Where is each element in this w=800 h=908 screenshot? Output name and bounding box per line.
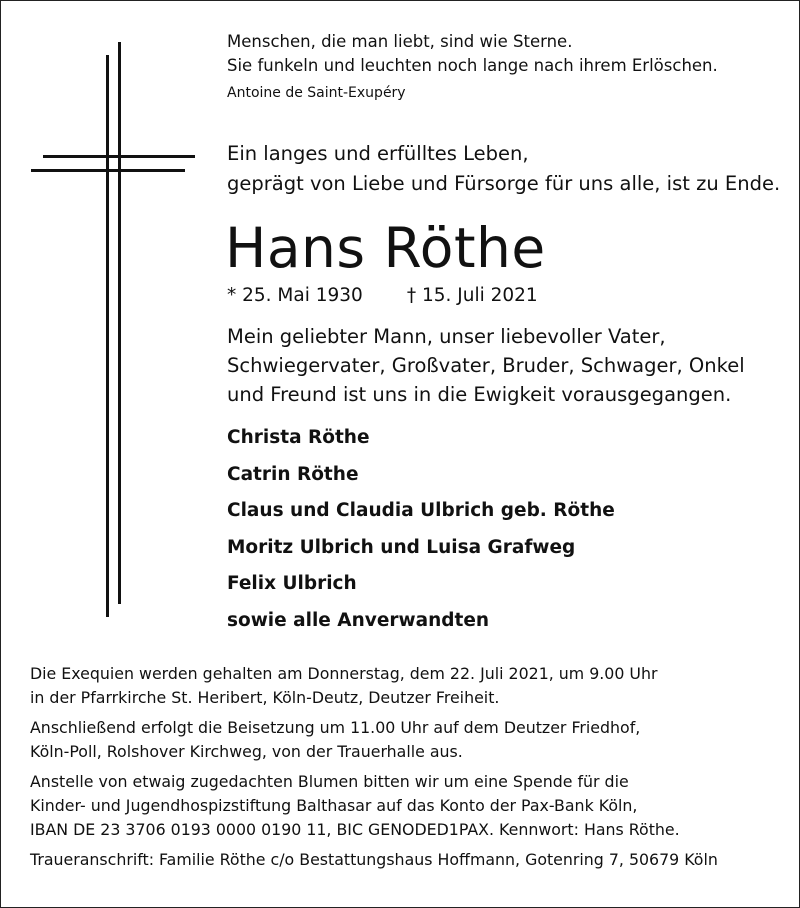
birth-date: * 25. Mai 1930	[227, 285, 363, 306]
burial-line: Anschließend erfolgt die Beisetzung um 11.00 Uhr auf dem Deutzer Friedhof,	[30, 718, 641, 737]
message-line: Mein geliebter Mann, unser liebevoller Vater,	[227, 325, 666, 348]
memorial-message	[227, 322, 745, 409]
cross-horizontal-beam-top	[43, 155, 195, 158]
condolence-address: Traueranschrift: Familie Röthe c/o Bestattungshaus Hoffmann, Gotenring 7, 50679 Köln	[30, 850, 718, 869]
mourner-name: Felix Ulbrich	[227, 573, 357, 594]
funeral-details	[30, 662, 718, 872]
deceased-name: Hans Röthe	[225, 216, 546, 280]
death-date: † 15. Juli 2021	[406, 285, 538, 306]
cross-vertical-beam-right	[118, 42, 121, 604]
mourner-name: Catrin Röthe	[227, 463, 359, 485]
mourner-name: Christa Röthe	[227, 427, 370, 448]
mourners-list	[227, 420, 615, 639]
intro-text	[227, 139, 780, 199]
mourner-name: Claus und Claudia Ulbrich geb. Röthe	[227, 500, 615, 521]
message-line: Schwiegervater, Großvater, Bruder, Schwager, Onkel	[227, 354, 745, 377]
quote	[227, 30, 718, 78]
donation-info	[30, 770, 718, 842]
donation-line: IBAN DE 23 3706 0193 0000 0190 11, BIC GENODED1PAX. Kennwort: Hans Röthe.	[30, 820, 680, 839]
quote-line: Menschen, die man liebt, sind wie Sterne.	[227, 32, 573, 51]
quote-line: Sie funkeln und leuchten noch lange nach ihrem Erlöschen.	[227, 56, 718, 75]
exequies-line: Die Exequien werden gehalten am Donnerstag, dem 22. Juli 2021, um 9.00 Uhr	[30, 664, 658, 683]
mourner-name: sowie alle Anverwandten	[227, 609, 490, 631]
donation-line: Anstelle von etwaig zugedachten Blumen bitten wir um eine Spende für die	[30, 772, 629, 791]
exequies-info	[30, 662, 718, 710]
intro-line: geprägt von Liebe und Fürsorge für uns alle, ist zu Ende.	[227, 172, 781, 195]
message-line: und Freund ist uns in die Ewigkeit vorausgegangen.	[227, 383, 732, 406]
cross-horizontal-beam-bottom	[31, 169, 185, 172]
quote-author: Antoine de Saint-Exupéry	[227, 85, 406, 101]
burial-line: Köln-Poll, Rolshover Kirchweg, von der Trauerhalle aus.	[30, 742, 463, 761]
cross-vertical-beam-left	[106, 55, 109, 617]
life-dates	[227, 283, 538, 309]
burial-info	[30, 716, 718, 764]
donation-line: Kinder- und Jugendhospizstiftung Balthasar auf das Konto der Pax-Bank Köln,	[30, 796, 638, 815]
intro-line: Ein langes und erfülltes Leben,	[227, 142, 529, 165]
exequies-line: in der Pfarrkirche St. Heribert, Köln-Deutz, Deutzer Freiheit.	[30, 688, 500, 707]
mourner-name: Moritz Ulbrich und Luisa Grafweg	[227, 536, 576, 558]
